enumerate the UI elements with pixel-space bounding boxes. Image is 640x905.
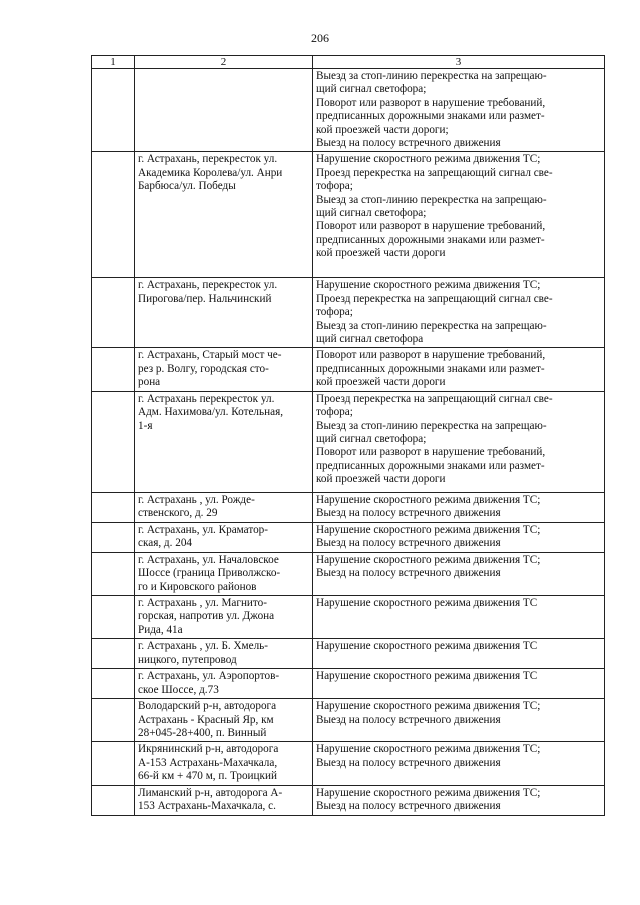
violations-cell: Нарушение скоростного режима движения ТС; Проезд перекрестка на запрещающий сигнал све- тофора; Выезд за стоп-линию перекрестка на запрещаю- щий сигнал светофора; Поворот или разворот в нарушение требований, предписанных дорожными знаками или размет- кой проезжей части дороги [313, 152, 605, 278]
table-row [92, 595, 605, 638]
table-header-row [92, 56, 605, 69]
page-number: 206 [311, 31, 329, 45]
table-row [92, 492, 605, 522]
row-number-cell [92, 348, 135, 391]
violations-cell: Нарушение скоростного режима движения ТС [313, 639, 605, 669]
table-row [92, 639, 605, 669]
table-row [92, 785, 605, 815]
location-cell: Лиманский р-н, автодорога А- 153 Астрахань-Махачкала, с. [135, 785, 313, 815]
row-number-cell [92, 492, 135, 522]
location-cell: г. Астрахань перекресток ул. Адм. Нахимова/ул. Котельная, 1-я [135, 391, 313, 492]
location-cell: г. Астрахань , ул. Б. Хмель- ницкого, путепровод [135, 639, 313, 669]
violations-cell: Нарушение скоростного режима движения ТС [313, 669, 605, 699]
violations-table [91, 55, 605, 816]
header-col-2: 2 [135, 56, 313, 69]
location-cell: г. Астрахань, Старый мост че- рез р. Волгу, городская сто- рона [135, 348, 313, 391]
location-cell: Володарский р-н, автодорога Астрахань - Красный Яр, км 28+045-28+400, п. Винный [135, 699, 313, 742]
violations-cell: Нарушение скоростного режима движения ТС [313, 595, 605, 638]
violations-cell: Нарушение скоростного режима движения ТС; Выезд на полосу встречного движения [313, 742, 605, 785]
table-row [92, 669, 605, 699]
row-number-cell [92, 669, 135, 699]
row-number-cell [92, 699, 135, 742]
table-row [92, 278, 605, 348]
table-row [92, 152, 605, 278]
location-cell: г. Астрахань, ул. Краматор- ская, д. 204 [135, 522, 313, 552]
location-cell: г. Астрахань, перекресток ул. Пирогова/пер. Нальчинский [135, 278, 313, 348]
table-row [92, 522, 605, 552]
violations-cell: Нарушение скоростного режима движения ТС; Проезд перекрестка на запрещающий сигнал све- тофора; Выезд за стоп-линию перекрестка на запрещаю- щий сигнал светофора [313, 278, 605, 348]
location-cell: г. Астрахань , ул. Рожде- ственского, д. 29 [135, 492, 313, 522]
violations-cell: Проезд перекрестка на запрещающий сигнал све- тофора; Выезд за стоп-линию перекрестка на запрещаю- щий сигнал светофора; Поворот или разворот в нарушение требований, предписанных дорожными знаками или размет- кой проезжей части дороги [313, 391, 605, 492]
location-cell: г. Астрахань, перекресток ул. Академика Королева/ул. Анри Барбюса/ул. Победы [135, 152, 313, 278]
row-number-cell [92, 742, 135, 785]
location-cell: г. Астрахань , ул. Магнито- горская, напротив ул. Джона Рида, 41а [135, 595, 313, 638]
table-row [92, 348, 605, 391]
row-number-cell [92, 552, 135, 595]
row-number-cell [92, 595, 135, 638]
row-number-cell [92, 785, 135, 815]
row-number-cell [92, 278, 135, 348]
violations-cell: Выезд за стоп-линию перекрестка на запрещаю- щий сигнал светофора; Поворот или разворот в нарушение требований, предписанных дорожными знаками или размет- кой проезжей части дороги; Выезд на полосу встречного движения [313, 69, 605, 152]
violations-cell: Нарушение скоростного режима движения ТС; Выезд на полосу встречного движения [313, 492, 605, 522]
row-number-cell [92, 69, 135, 152]
table-row [92, 391, 605, 492]
violations-cell: Поворот или разворот в нарушение требований, предписанных дорожными знаками или размет- кой проезжей части дороги [313, 348, 605, 391]
row-number-cell [92, 391, 135, 492]
table-row [92, 699, 605, 742]
header-col-3: 3 [313, 56, 605, 69]
violations-cell: Нарушение скоростного режима движения ТС; Выезд на полосу встречного движения [313, 552, 605, 595]
table-row [92, 69, 605, 152]
violations-cell: Нарушение скоростного режима движения ТС; Выезд на полосу встречного движения [313, 699, 605, 742]
row-number-cell [92, 639, 135, 669]
violations-cell: Нарушение скоростного режима движения ТС; Выезд на полосу встречного движения [313, 785, 605, 815]
table-row [92, 552, 605, 595]
table-row [92, 742, 605, 785]
row-number-cell [92, 152, 135, 278]
location-cell [135, 69, 313, 152]
row-number-cell [92, 522, 135, 552]
location-cell: г. Астрахань, ул. Аэропортов- ское Шоссе, д.73 [135, 669, 313, 699]
location-cell: Икрянинский р-н, автодорога А-153 Астрахань-Махачкала, 66-й км + 470 м, п. Троицкий [135, 742, 313, 785]
location-cell: г. Астрахань, ул. Началовское Шоссе (граница Приволжско- го и Кировского районов [135, 552, 313, 595]
header-col-1: 1 [92, 56, 135, 69]
violations-cell: Нарушение скоростного режима движения ТС; Выезд на полосу встречного движения [313, 522, 605, 552]
